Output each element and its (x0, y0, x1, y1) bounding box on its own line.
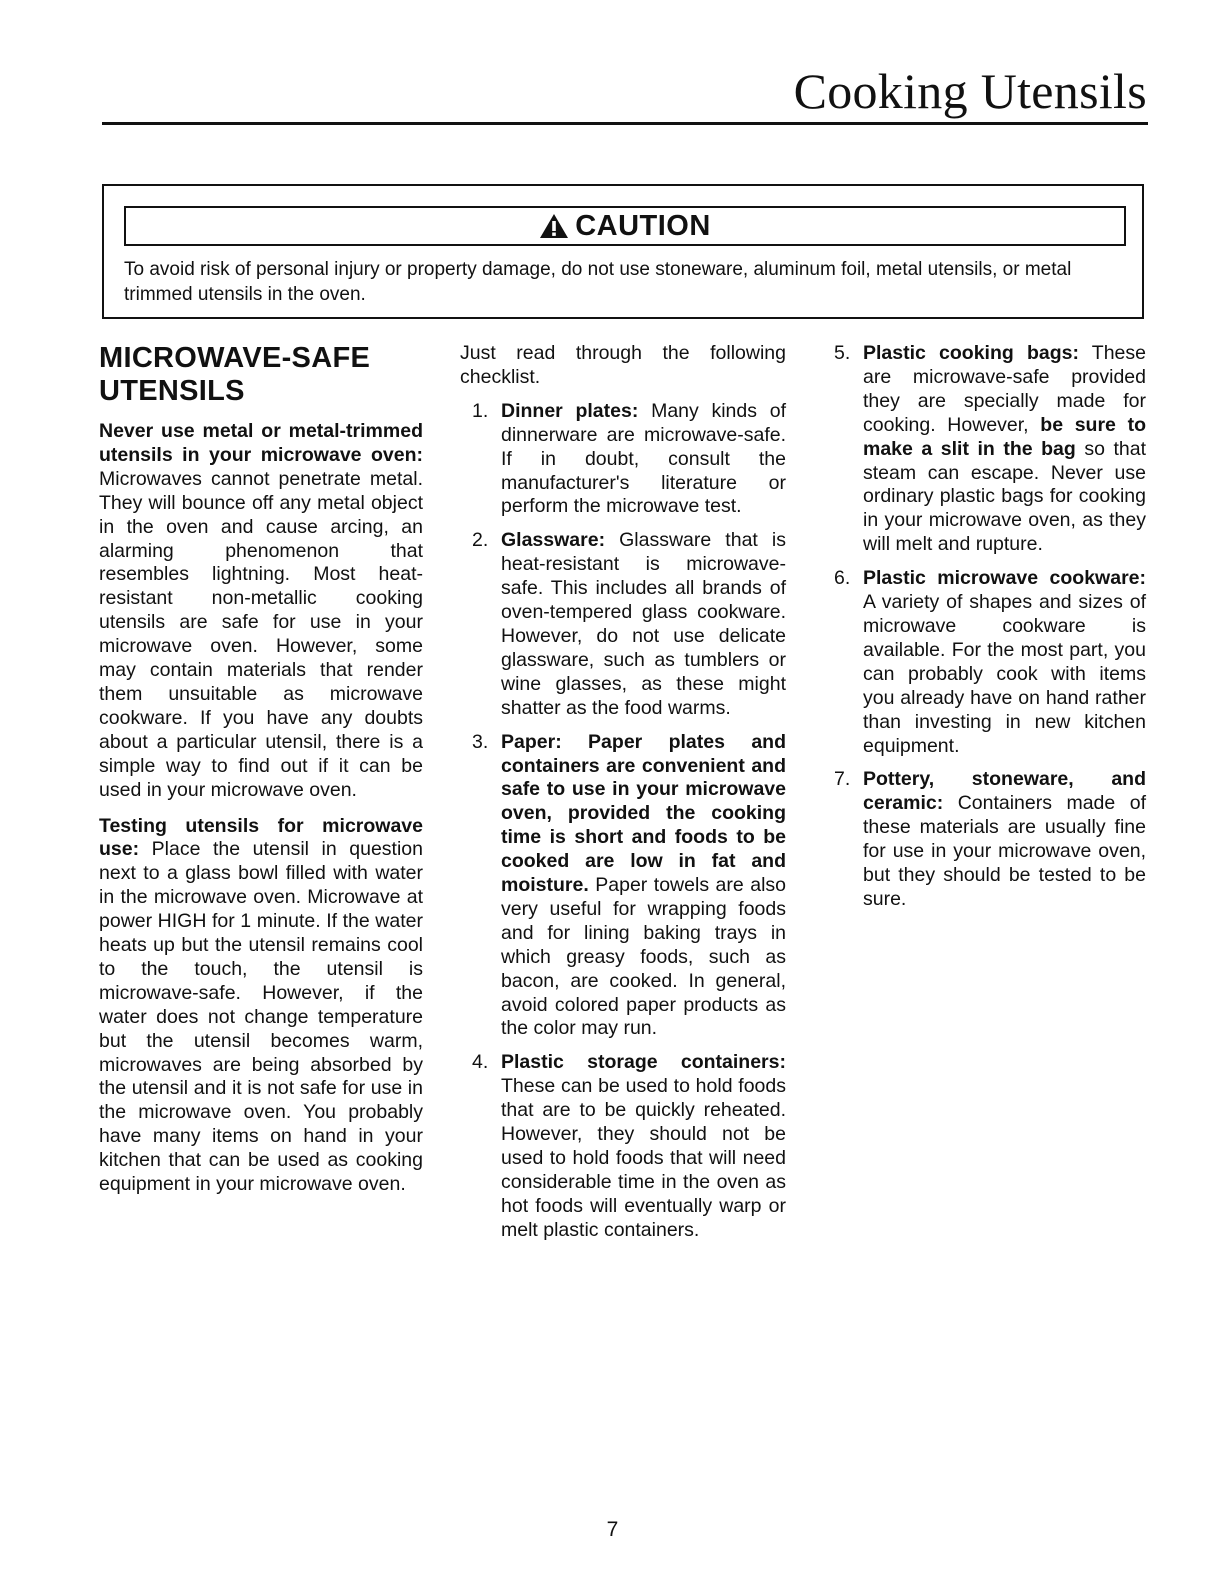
list-item-body: These are microwave-safe provided they are specially made for cooking. However, (863, 342, 1147, 436)
list-item-lead: Paper: Paper plates and containers are convenient and safe to use in your microwave oven, provided the cooking time is short and foods to be cooked are low in fat and moisture. (501, 730, 786, 897)
list-item-body: Paper towels are also very useful for wrapping foods and for lining baking trays in which greasy foods, such as bacon, are cooked. In general, avoid colored paper products as the color may run. (501, 874, 786, 1040)
list-number: 6. (834, 567, 851, 590)
list-item (460, 400, 786, 520)
metal-warning-lead: Never use metal or metal-trimmed utensils in your microwave oven: (99, 420, 423, 466)
column-left (99, 342, 423, 1209)
list-item-body-end: so that steam can escape. Never use ordinary plastic bags for cooking in your microwave oven, as they will melt and rupture. (863, 437, 1146, 556)
list-item-body: Glassware that is heat-resistant is microwave-safe. This includes all brands of oven-tempered glass cookware. However, do not use delicate glassware, such as tumblers or wine glasses, as these might shatter as the food warms. (501, 529, 786, 719)
list-item-lead: Plastic cooking bags: (863, 342, 1079, 364)
list-item (460, 1051, 786, 1242)
list-item-lead: Glassware: (501, 529, 606, 552)
list-item (834, 567, 1146, 758)
list-item-lead: Plastic storage containers: (501, 1051, 786, 1074)
caution-text: To avoid risk of personal injury or property damage, do not use stoneware, aluminum foil, metal utensils, or metal trimmed utensils in the oven. (124, 259, 1072, 305)
page-title: Cooking Utensils (793, 63, 1147, 119)
metal-warning-body: Microwaves cannot penetrate metal. They will bounce off any metal object in the oven and cause arcing, an alarming phenomenon that resembles lightning. Most heat-resistant non-metallic cooking utensils are safe for use in your microwave oven. However, some may contain materials that render them unsuitable as microwave cookware. If you have any doubts about a particular utensil, there is a simple way to find out if it can be used in your microwave oven. (99, 467, 423, 801)
list-item-lead: Pottery, stoneware, and ceramic: (863, 768, 1146, 815)
list-item (460, 731, 786, 1042)
list-number: 3. (472, 730, 489, 753)
list-item (834, 768, 1146, 911)
section-heading: MICROWAVE-SAFE UTENSILS (99, 342, 371, 407)
list-item-body: Many kinds of dinnerware are microwave-safe. If in doubt, consult the manufacturer's literature or perform the microwave test. (501, 399, 786, 518)
list-item (460, 529, 786, 720)
caution-label: CAUTION (575, 209, 711, 242)
list-item-body: A variety of shapes and sizes of microwave cookware is available. For the most part, you can probably cook with items you already have on hand rather than investing in new kitchen equipment. (863, 591, 1146, 757)
list-item-emphasis: be sure to make a slit in the bag (863, 413, 1146, 460)
list-number: 1. (472, 399, 489, 422)
column-middle (460, 342, 786, 1253)
list-item-body: These can be used to hold foods that are to be quickly reheated. However, they should not be used to hold foods that will need considerable time in the oven as hot foods will eventually warp or melt plastic containers. (501, 1075, 786, 1241)
list-number: 4. (472, 1051, 489, 1074)
list-item-body: Containers made of these materials are usually fine for use in your microwave oven, but they should be tested to be sure. (863, 792, 1146, 910)
column-right (834, 342, 1146, 922)
checklist-intro: Just read through the following checklist. (460, 342, 786, 388)
list-number: 5. (834, 342, 851, 364)
checklist-part-2 (834, 342, 1146, 912)
list-item-lead: Plastic microwave cookware: (863, 567, 1146, 590)
list-item (834, 342, 1146, 557)
testing-body: Place the utensil in question next to a glass bowl filled with water in the microwave oven. Microwave at power HIGH for 1 minute. If the water heats up but the utensil remains cool to the touch, the utensil is microwave-safe. However, if the water does not change temperature but the utensil becomes warm, microwaves are being absorbed by the utensil and it is not safe for use in the microwave oven. You probably have many items on hand in your kitchen that can be used as cooking equipment in your microwave oven. (99, 838, 423, 1196)
title-rule (102, 122, 1148, 125)
testing-lead: Testing utensils for microwave use: (99, 814, 423, 861)
caution-box (102, 184, 1144, 319)
testing-paragraph (99, 815, 423, 1198)
warning-triangle-icon (539, 213, 569, 239)
page-number: 7 (606, 1518, 619, 1541)
list-item-lead: Dinner plates: (501, 399, 639, 422)
caution-header (124, 206, 1126, 246)
metal-warning-paragraph (99, 420, 423, 803)
list-number: 7. (834, 768, 851, 791)
list-number: 2. (472, 529, 489, 552)
checklist-part-1 (460, 400, 786, 1243)
